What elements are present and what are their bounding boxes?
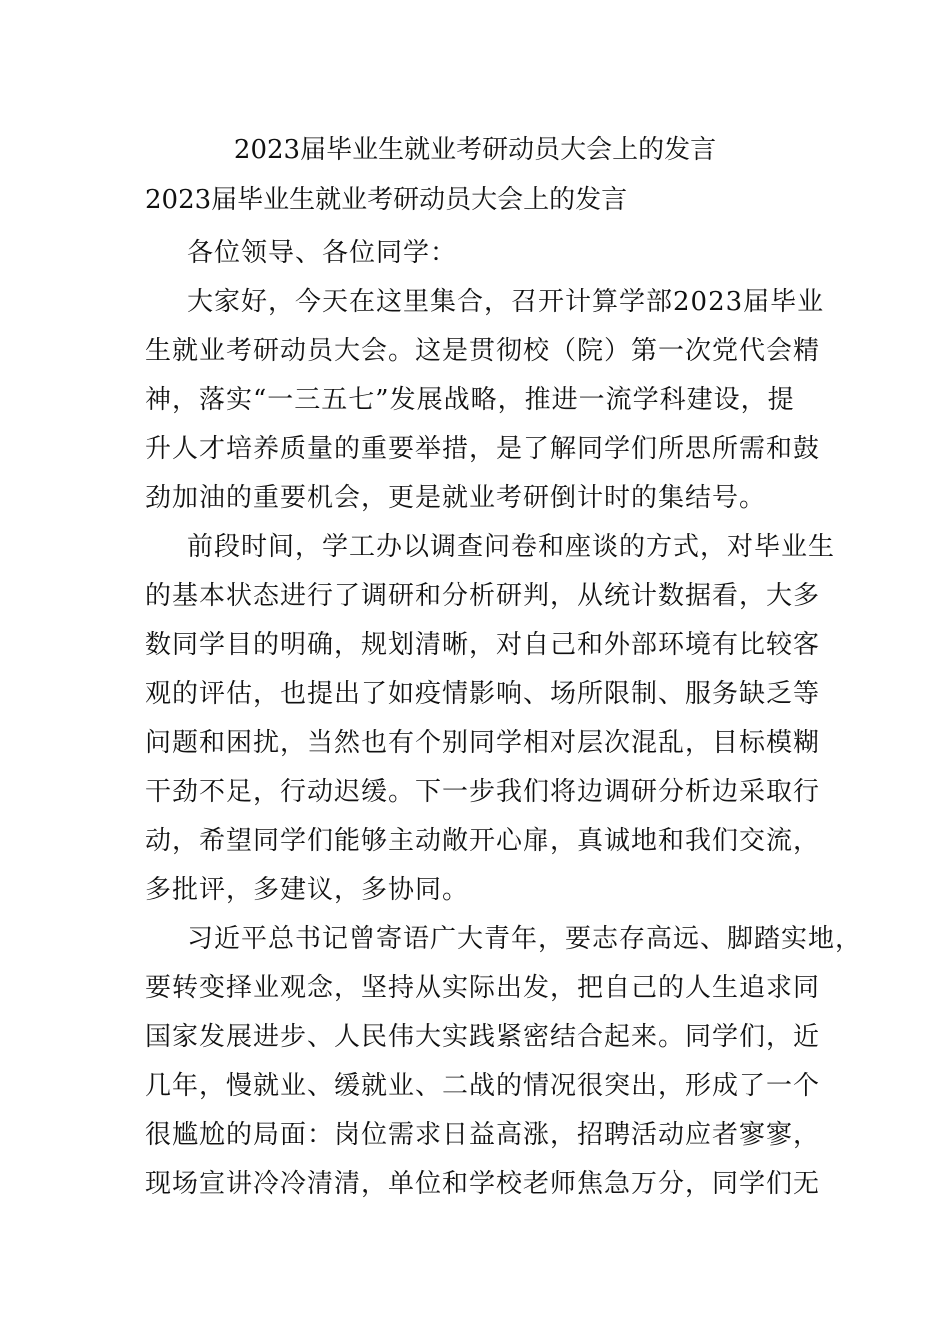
document-body <box>145 229 863 1209</box>
paragraph-line: 动，希望同学们能够主动敞开心扉，真诚地和我们交流， <box>145 826 821 856</box>
document-subtitle: 2023届毕业生就业考研动员大会上的发言 <box>145 185 628 215</box>
salutation-line: 各位领导、各位同学： <box>187 238 458 268</box>
paragraph-line: 生就业考研动员大会。这是贯彻校（院）第一次党代会精 <box>145 336 821 366</box>
paragraph-line: 观的评估，也提出了如疫情影响、场所限制、服务缺乏等 <box>145 679 821 709</box>
paragraph-line: 习近平总书记曾寄语广大青年，要志存高远、脚踏实地， <box>187 924 863 954</box>
paragraph-line: 多批评，多建议，多协同。 <box>145 875 470 905</box>
paragraph-line: 几年，慢就业、缓就业、二战的情况很突出，形成了一个 <box>145 1071 821 1101</box>
paragraph-line: 干劲不足，行动迟缓。下一步我们将边调研分析边采取行 <box>145 777 821 807</box>
paragraph-line: 数同学目的明确，规划清晰，对自己和外部环境有比较客 <box>145 630 821 660</box>
paragraph-line: 升人才培养质量的重要举措，是了解同学们所思所需和鼓 <box>145 434 821 464</box>
document-title: 2023届毕业生就业考研动员大会上的发言 <box>233 135 717 165</box>
paragraph-line: 劲加油的重要机会，更是就业考研倒计时的集结号。 <box>145 483 767 513</box>
paragraph-line: 神，落实“一三五七”发展战略，推进一流学科建设，提 <box>145 385 795 415</box>
paragraph-line: 要转变择业观念，坚持从实际出发，把自己的人生追求同 <box>145 973 821 1003</box>
paragraph-line: 现场宣讲冷冷清清，单位和学校老师焦急万分，同学们无 <box>145 1169 821 1199</box>
paragraph-line: 大家好，今天在这里集合，召开计算学部2023届毕业 <box>187 287 825 317</box>
paragraph-line: 的基本状态进行了调研和分析研判，从统计数据看，大多 <box>145 581 821 611</box>
paragraph-line: 前段时间，学工办以调查问卷和座谈的方式，对毕业生 <box>187 532 836 562</box>
paragraph-line: 国家发展进步、人民伟大实践紧密结合起来。同学们，近 <box>145 1022 821 1052</box>
paragraph-line: 问题和困扰，当然也有个别同学相对层次混乱，目标模糊 <box>145 728 821 758</box>
paragraph-line: 很尴尬的局面：岗位需求日益高涨，招聘活动应者寥寥， <box>145 1120 821 1150</box>
